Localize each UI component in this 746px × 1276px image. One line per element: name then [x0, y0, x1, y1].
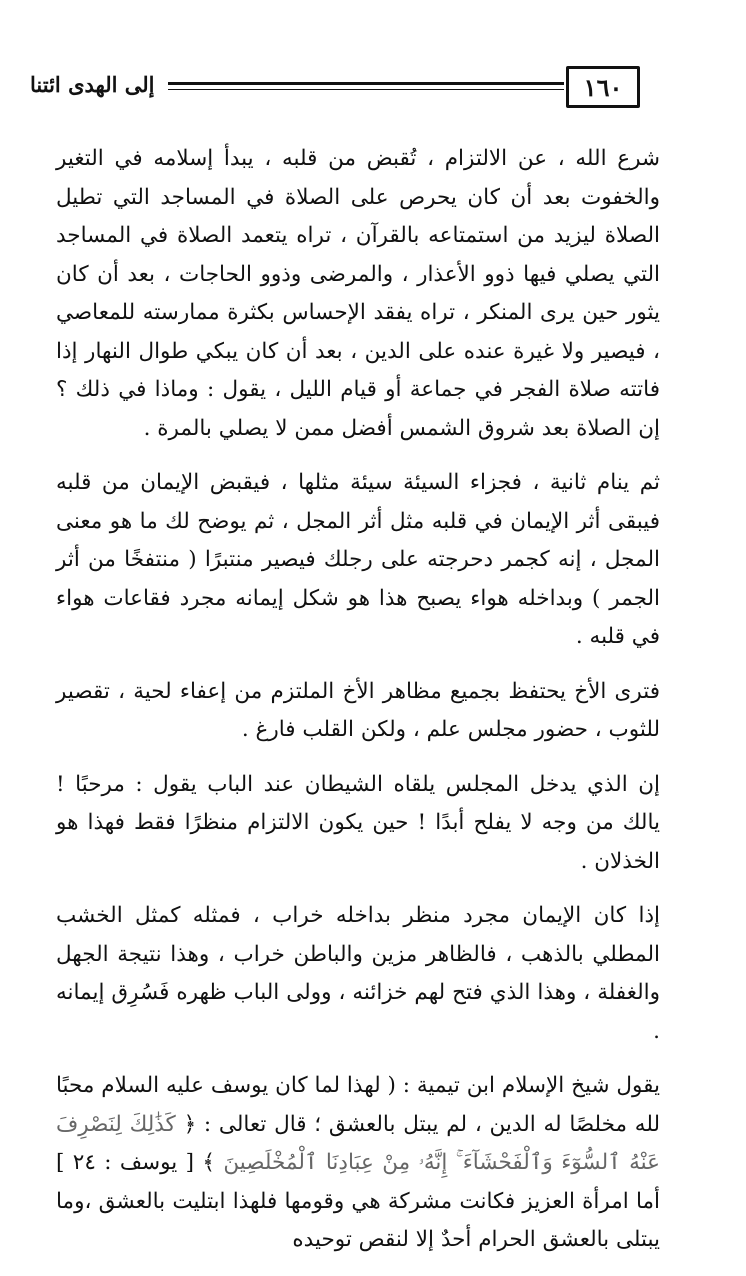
- body-text: [56, 140, 660, 1276]
- paragraph-6-part1: يقول شيخ الإسلام ابن تيمية : ( لهذا لما كان يوسف عليه السلام محبًا لله مخلصًا له الدين ، لم يبتل بالعشق ؛ قال تعالى : ﴿: [56, 1073, 660, 1137]
- paragraph-6-part2: ﴾ [ يوسف : ٢٤ ] أما امرأة العزيز فكانت مشركة هي وقومها فلهذا ابتليت بالعشق ،وما يبتلى بالعشق الحرام أحدٌ إلا لنقص توحيده: [56, 1150, 660, 1252]
- paragraph-3: فترى الأخ يحتفظ بجميع مظاهر الأخ الملتزم من إعفاء لحية ، تقصير للثوب ، حضور مجلس علم ، ولكن القلب فارغ .: [56, 678, 660, 742]
- page-number-box: [566, 66, 640, 108]
- quran-verse: كَذَٰلِكَ لِنَصْرِفَ عَنْهُ ٱلسُّوٓءَ وَٱلْفَحْشَآءَ ۚ إِنَّهُۥ مِنْ عِبَادِنَا ٱلْمُخْلَصِينَ: [56, 1111, 660, 1175]
- paragraph-6: [56, 1067, 660, 1260]
- running-title: إلى الهدى ائتنا: [30, 72, 155, 97]
- header-rule-thin: [168, 89, 564, 90]
- paragraph-5: إذا كان الإيمان مجرد منظر بداخله خراب ، فمثله كمثل الخشب المطلي بالذهب ، فالظاهر مزين والباطن خراب ، وهذا نتيجة الجهل والغفلة ، وهذا الذي فتح لهم خزائنه ، وولى الباب ظهره فَسُرِق إيمانه .: [56, 903, 660, 1044]
- page-header: [30, 62, 680, 112]
- header-rule-thick: [168, 82, 564, 85]
- page-number: ١٦٠: [583, 72, 623, 102]
- paragraph-2: ثم ينام ثانية ، فجزاء السيئة سيئة مثلها ، فيقبض الإيمان من قلبه فيبقى أثر الإيمان في قلبه مثل أثر المجل ، ثم يوضح لك ما هو معنى المجل ، إنه كجمر دحرجته على رجلك فيصير منتبرًا ( منتفخًا من أثر الجمر ) وبداخله هواء يصبح هذا هو شكل إيمانه مجرد فقاعات هواء في قلبه .: [56, 470, 660, 649]
- paragraph-1: شرع الله ، عن الالتزام ، تُقبض من قلبه ، يبدأ إسلامه في التغير والخفوت بعد أن كان يحرص على الصلاة في المساجد التي تطيل الصلاة ليزيد من استمتاعه بالقرآن ، تراه يتعمد الصلاة في المساجد التي يصلي فيها ذوو الأعذار ، والمرضى وذوو الحاجات ، بعد أن كان يثور حين يرى المنكر ، تراه يفقد الإحساس بكثرة ممارسته للمعاصي ، فيصير ولا غيرة عنده على الدين ، بعد أن كان يبكي طوال النهار إذا فاتته صلاة الفجر في جماعة أو قيام الليل ، يقول : وماذا في ذلك ؟ إن الصلاة بعد شروق الشمس أفضل ممن لا يصلي بالمرة .: [56, 146, 660, 441]
- paragraph-4: إن الذي يدخل المجلس يلقاه الشيطان عند الباب يقول : مرحبًا ! يالك من وجه لا يفلح أبدًا ! حين يكون الالتزام منظرًا فقط فهذا هو الخذلان .: [56, 771, 660, 874]
